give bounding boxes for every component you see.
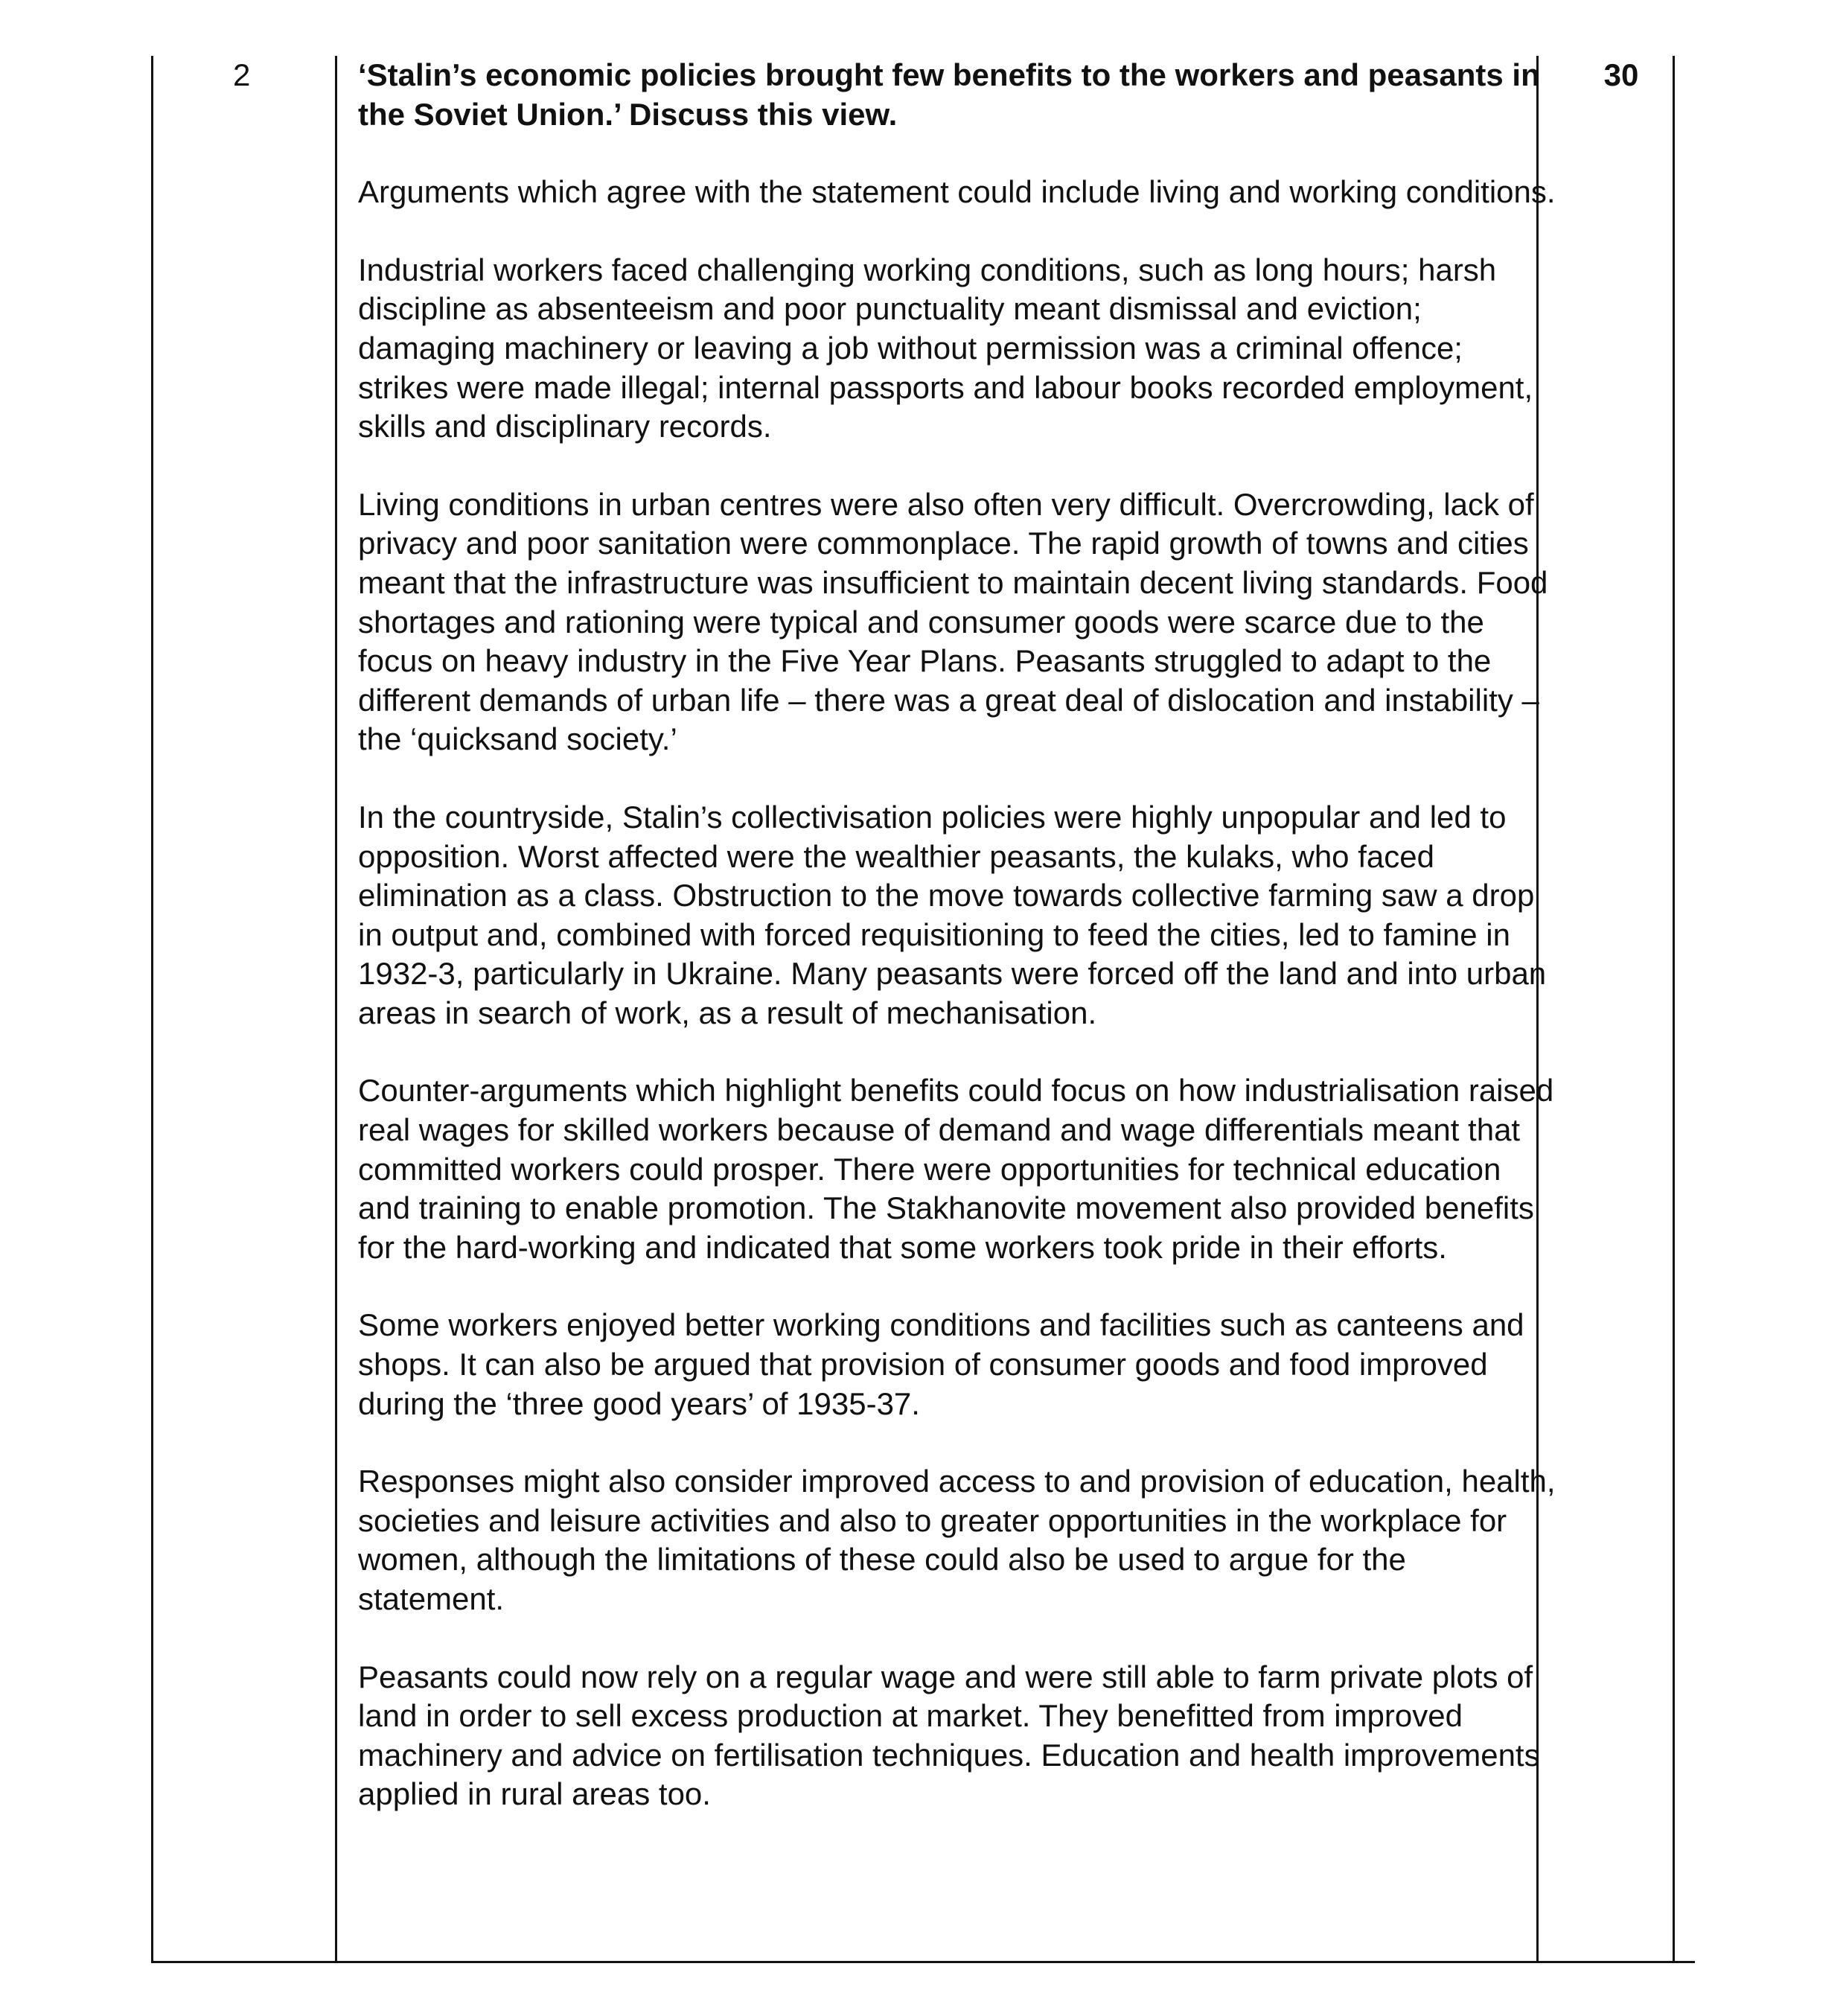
guidance-paragraph: Some workers enjoyed better working conditions and facilities such as canteens and shops. It can also be argued that provision of consumer goods and food improved during the ‘three good years’ of 1935-37. [358,1307,1524,1421]
guidance-paragraph: Living conditions in urban centres were also often very difficult. Overcrowding, lack of privacy and poor sanitation were commonplace. The rapid growth of towns and cities meant that the infrastructure was insufficient to maintain decent living standards. Food shortages and rationing were typical and consumer goods were scarce due to the focus on heavy industry in the Five Year Plans. Peasants struggled to adapt to the different demands of urban life – there was a great deal of dislocation and instability – the ‘quicksand society.’ [358,486,1548,757]
guidance-paragraph: Counter-arguments which highlight benefits could focus on how industrialisation raised real wages for skilled workers because of demand and wage differentials meant that committed workers could prosper. There were opportunities for technical education and training to enable promotion. The Stakhanovite movement also provided benefits for the hard-working and indicated that some workers took pride in their efforts. [358,1073,1554,1265]
guidance-paragraph: Arguments which agree with the statement could include living and working conditions. [358,174,1556,210]
table-border-left [151,56,153,1963]
guidance-paragraph: Industrial workers faced challenging working conditions, such as long hours; harsh discipline as absenteeism and poor punctuality meant dismissal and eviction; damaging machinery or leaving a job without permission was a criminal offence; strikes were made illegal; internal passports and labour books recorded employment, skills and disciplinary records. [358,252,1533,444]
answer-guidance [358,56,1556,1814]
question-text: ‘Stalin’s economic policies brought few benefits to the workers and peasants in the Soviet Union.’ Discuss this view. [358,57,1540,132]
table-border-right [1673,56,1675,1963]
question-number: 2 [233,57,251,92]
guidance-paragraph: Peasants could now rely on a regular wage and were still able to farm private plots of land in order to sell excess production at market. They benefitted from improved machinery and advice on fertilisation techniques. Education and health improvements applied in rural areas too. [358,1659,1540,1812]
marks-value: 30 [1603,57,1639,92]
guidance-paragraph: In the countryside, Stalin’s collectivisation policies were highly unpopular and led to opposition. Worst affected were the wealthier peasants, the kulaks, who faced elimination as a class. Obstruction to the move towards collective farming saw a drop in output and, combined with forced requisitioning to feed the cities, led to famine in 1932-3, particularly in Ukraine. Many peasants were forced off the land and into urban areas in search of work, as a result of mechanisation. [358,799,1547,1030]
table-divider-question-column [335,56,337,1963]
table-border-bottom [153,1961,1695,1963]
guidance-paragraph: Responses might also consider improved access to and provision of education, health, societies and leisure activities and also to greater opportunities in the workplace for women, although the limitations of these could also be used to argue for the statement. [358,1464,1556,1616]
